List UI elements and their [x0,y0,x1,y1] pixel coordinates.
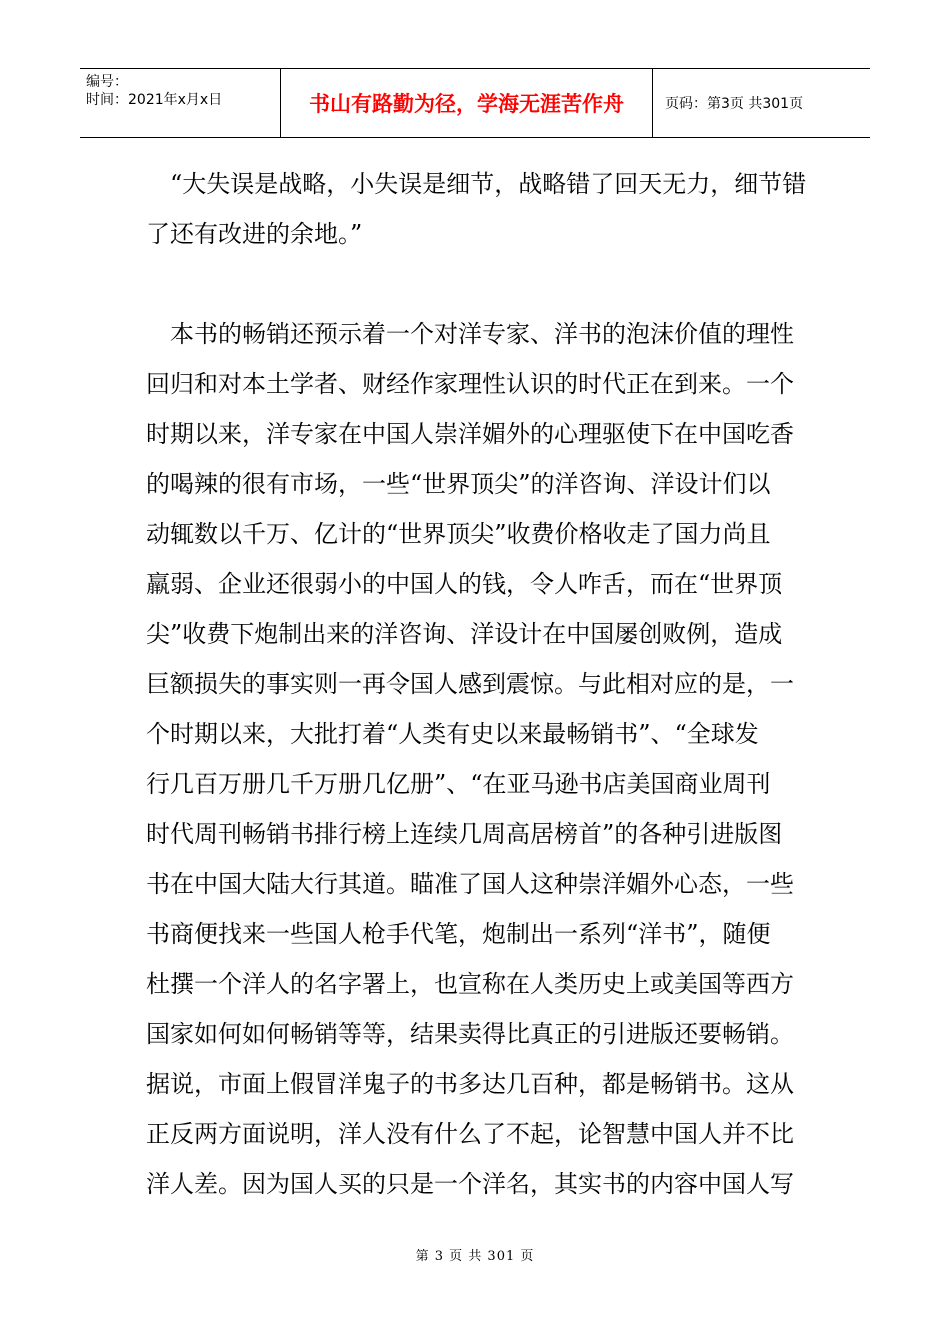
text-line: 回归和对本土学者、财经作家理性认识的时代正在到来。一个 [146,370,794,398]
header-motto-cell [281,69,653,137]
header-motto: 书山有路勤为径，学海无涯苦作舟 [309,92,624,116]
document-header [80,68,870,138]
text-line: 据说，市面上假冒洋鬼子的书多达几百种，都是畅销书。这从 [146,1070,794,1098]
quote-paragraph [146,159,806,259]
document-time-label: 时间：2021年x月x日 [86,92,223,108]
body-paragraph [146,309,806,1209]
text-line: 书商便找来一些国人枪手代笔，炮制出一系列“洋书”，随便 [146,920,771,948]
text-line: 行几百万册几千万册几亿册”、“在亚马逊书店美国商业周刊 [146,770,771,798]
header-page-info: 页码：第3页 共301页 [665,96,804,112]
text-line: 羸弱、企业还很弱小的中国人的钱，令人咋舌，而在“世界顶 [146,570,783,598]
text-line: 书在中国大陆大行其道。瞄准了国人这种崇洋媚外心态，一些 [146,870,794,898]
text-line: “大失误是战略，小失误是细节，战略错了回天无力，细节错 [170,170,807,198]
text-line: 了还有改进的余地。” [146,220,363,248]
header-page-cell [653,69,870,137]
document-body [146,159,806,1209]
text-line: 尖”收费下炮制出来的洋咨询、洋设计在中国屡创败例，造成 [146,620,783,648]
text-line: 本书的畅销还预示着一个对洋专家、洋书的泡沫价值的理性 [170,320,794,348]
text-line: 时期以来，洋专家在中国人崇洋媚外的心理驱使下在中国吃香 [146,420,794,448]
text-line: 国家如何如何畅销等等，结果卖得比真正的引进版还要畅销。 [146,1020,794,1048]
footer-page-number: 第 3 页 共 301 页 [415,1249,535,1264]
document-number-label: 编号： [86,74,128,90]
text-line: 时代周刊畅销书排行榜上连续几周高居榜首”的各种引进版图 [146,820,783,848]
text-line: 的喝辣的很有市场，一些“世界顶尖”的洋咨询、洋设计们以 [146,470,771,498]
text-line: 正反两方面说明，洋人没有什么了不起，论智慧中国人并不比 [146,1120,794,1148]
text-line: 巨额损失的事实则一再令国人感到震惊。与此相对应的是，一 [146,670,794,698]
text-line: 动辄数以千万、亿计的“世界顶尖”收费价格收走了国力尚且 [146,520,771,548]
text-line: 个时期以来，大批打着“人类有史以来最畅销书”、“全球发 [146,720,759,748]
header-meta-cell [80,69,281,137]
text-line: 洋人差。因为国人买的只是一个洋名，其实书的内容中国人写 [146,1170,794,1198]
page-footer [0,1245,950,1264]
text-line: 杜撰一个洋人的名字署上，也宣称在人类历史上或美国等西方 [146,970,794,998]
